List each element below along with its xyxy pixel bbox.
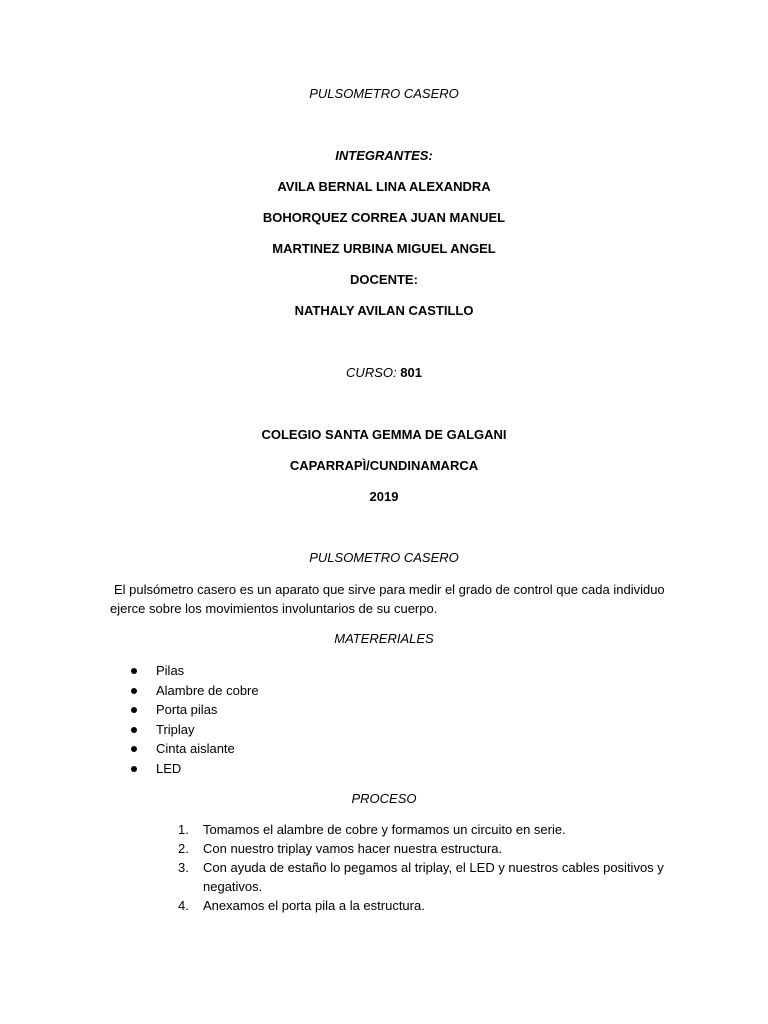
list-item: Alambre de cobre bbox=[128, 681, 259, 701]
members-label: INTEGRANTES: bbox=[335, 148, 433, 163]
bullet-icon bbox=[131, 688, 137, 694]
list-item: Porta pilas bbox=[128, 700, 259, 720]
step-text: Tomamos el alambre de cobre y formamos un circuito en serie. bbox=[203, 822, 566, 837]
teacher-name: NATHALY AVILAN CASTILLO bbox=[294, 303, 474, 318]
process-step bbox=[170, 896, 670, 915]
process-title: PROCESO bbox=[351, 791, 417, 806]
process-step bbox=[170, 858, 670, 896]
process-step bbox=[170, 839, 670, 858]
step-text: Con nuestro triplay vamos hacer nuestra estructura. bbox=[203, 841, 503, 856]
bullet-icon bbox=[131, 746, 137, 752]
member-name: MARTINEZ URBINA MIGUEL ANGEL bbox=[272, 241, 496, 256]
materials-list bbox=[128, 661, 259, 779]
course-value: 801 bbox=[400, 365, 422, 380]
step-number: 1. bbox=[178, 822, 189, 837]
teacher-label: DOCENTE: bbox=[350, 272, 418, 287]
step-text: Con ayuda de estaño lo pegamos al triplay, el LED y nuestros cables positivos y negativos. bbox=[203, 860, 664, 894]
bullet-icon bbox=[131, 766, 137, 772]
list-item: Cinta aislante bbox=[128, 739, 259, 759]
bullet-icon bbox=[131, 668, 137, 674]
list-item: Triplay bbox=[128, 720, 259, 740]
step-number: 2. bbox=[178, 841, 189, 856]
list-item: LED bbox=[128, 759, 259, 779]
member-name: AVILA BERNAL LINA ALEXANDRA bbox=[277, 179, 491, 194]
process-steps bbox=[170, 820, 670, 915]
materials-title: MATERERIALES bbox=[334, 631, 434, 646]
step-number: 3. bbox=[178, 860, 189, 875]
section-description: El pulsómetro casero es un aparato que sirve para medir el grado de control que cada individuo ejerce sobre los movimientos involuntarios de su cuerpo. bbox=[110, 582, 665, 616]
step-text: Anexamos el porta pila a la estructura. bbox=[203, 898, 425, 913]
member-name: BOHORQUEZ CORREA JUAN MANUEL bbox=[262, 210, 506, 225]
course-line bbox=[0, 364, 768, 382]
year: 2019 bbox=[369, 489, 399, 504]
bullet-icon bbox=[131, 707, 137, 713]
school-name: COLEGIO SANTA GEMMA DE GALGANI bbox=[261, 427, 507, 442]
bullet-icon bbox=[131, 727, 137, 733]
step-number: 4. bbox=[178, 898, 189, 913]
section-title: PULSOMETRO CASERO bbox=[309, 550, 459, 565]
process-step bbox=[170, 820, 670, 839]
list-item: Pilas bbox=[128, 661, 259, 681]
cover-title: PULSOMETRO CASERO bbox=[309, 86, 459, 101]
school-location: CAPARRAPÌ/CUNDINAMARCA bbox=[289, 458, 479, 473]
course-label: CURSO: bbox=[346, 365, 397, 380]
